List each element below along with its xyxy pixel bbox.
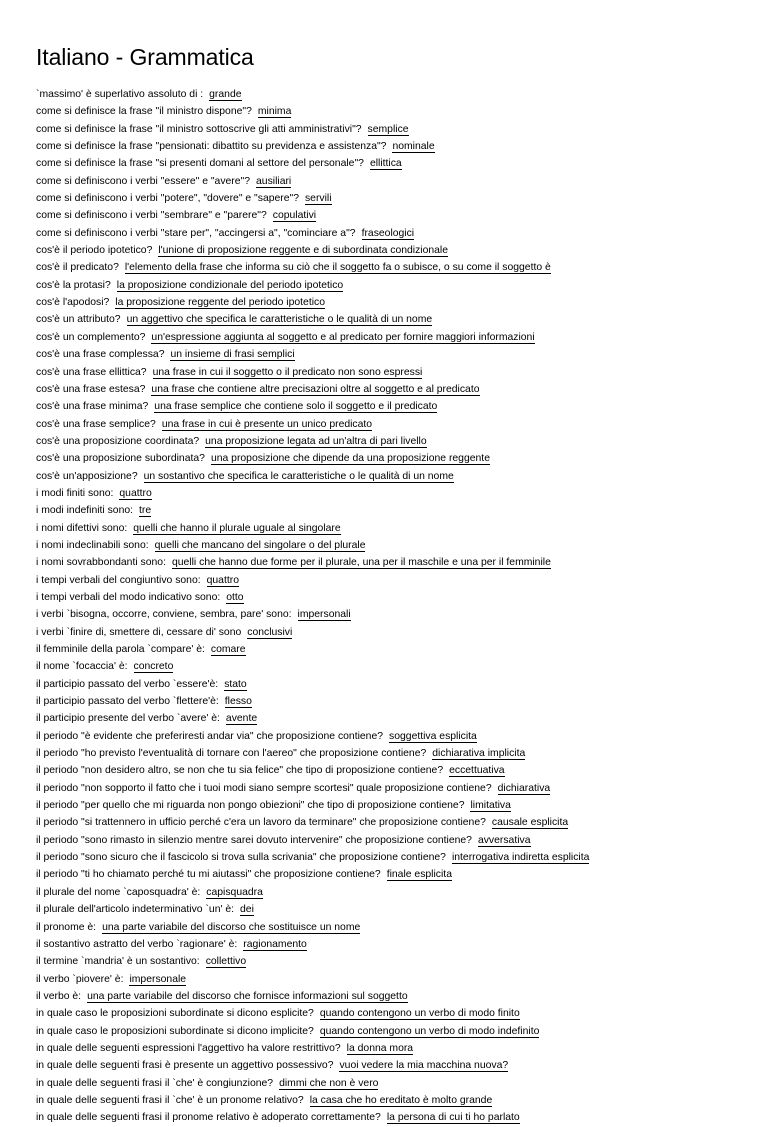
qa-row [36, 329, 752, 346]
qa-row [36, 884, 752, 901]
qa-row [36, 1075, 752, 1092]
answer-text: un'espressione aggiunta al soggetto e al predicato per fornire maggiori informazioni [151, 331, 535, 343]
answer-text: capisquadra [206, 886, 263, 898]
question-text: il verbo è: [36, 990, 82, 1002]
question-text: il periodo "sono rimasto in silenzio mentre sarei dovuto intervenire" che proposizione contiene? [36, 834, 472, 846]
answer-text: dichiarativa implicita [432, 748, 526, 760]
question-text: i modi finiti sono: [36, 487, 114, 499]
answer-text: dimmi che non è vero [279, 1077, 379, 1089]
qa-row [36, 589, 752, 606]
qa-row [36, 294, 752, 311]
qa-row [36, 485, 752, 502]
qa-row [36, 832, 752, 849]
qa-row [36, 693, 752, 710]
question-text: il periodo "per quello che mi riguarda non pongo obiezioni" che tipo di proposizione contiene? [36, 800, 465, 812]
qa-row [36, 190, 752, 207]
qa-row [36, 138, 752, 155]
question-text: cos'è un complemento? [36, 331, 146, 343]
qa-row [36, 1109, 752, 1126]
question-text: cos'è la protasi? [36, 279, 111, 291]
question-text: il verbo `piovere' è: [36, 973, 124, 985]
answer-text: comare [210, 644, 246, 655]
question-text: cos'è l'apodosi? [36, 297, 110, 309]
answer-text: avversativa [477, 834, 531, 846]
qa-row [36, 277, 752, 294]
qa-row [36, 676, 752, 693]
qa-row [36, 207, 752, 224]
qa-row [36, 849, 752, 866]
qa-row [36, 624, 752, 641]
qa-row [36, 346, 752, 363]
qa-row [36, 450, 752, 467]
answer-text: un aggettivo che specifica le caratteristiche o le qualità di un nome [126, 314, 433, 326]
question-text: come si definisce la frase "il ministro sottoscrive gli atti amministrativi"? [36, 123, 362, 135]
question-text: il femminile della parola `compare' è: [36, 644, 205, 655]
qa-row [36, 468, 752, 485]
qa-row [36, 364, 752, 381]
question-text: in quale delle seguenti frasi è presente un aggettivo possessivo? [36, 1060, 334, 1072]
qa-row [36, 1005, 752, 1022]
qa-row [36, 398, 752, 415]
question-text: i tempi verbali del congiuntivo sono: [36, 574, 201, 586]
qa-row [36, 381, 752, 398]
answer-text: ausiliari [256, 175, 292, 187]
qa-row [36, 86, 752, 103]
qa-row [36, 225, 752, 242]
question-text: in quale caso le proposizioni subordinate si dicono implicite? [36, 1025, 314, 1037]
question-text: il participio passato del verbo `flettere'è: [36, 696, 219, 708]
qa-row [36, 971, 752, 988]
answer-text: una frase in cui il soggetto o il predicato non sono espressi [152, 366, 423, 378]
qa-row [36, 953, 752, 970]
qa-row [36, 155, 752, 172]
answer-text: impersonale [129, 973, 187, 985]
answer-text: una frase semplice che contiene solo il soggetto e il predicato [154, 401, 438, 413]
question-text: cos'è il periodo ipotetico? [36, 245, 153, 257]
qa-row [36, 936, 752, 953]
answer-text: vuoi vedere la mia macchina nuova? [339, 1060, 509, 1072]
answer-text: un sostantivo che specifica le caratteristiche o le qualità di un nome [143, 470, 454, 482]
answer-text: la proposizione condizionale del periodo ipotetico [116, 279, 344, 291]
question-text: come si definisce la frase "il ministro dispone"? [36, 106, 252, 118]
answer-text: quelli che mancano del singolare o del plurale [154, 539, 366, 551]
qa-row [36, 1057, 752, 1074]
answer-text: dei [240, 904, 254, 916]
qa-row [36, 1023, 752, 1040]
qa-row [36, 173, 752, 190]
answer-text: la persona di cui ti ho parlato [386, 1112, 520, 1124]
qa-row [36, 797, 752, 814]
qa-row [36, 572, 752, 589]
qa-row [36, 658, 752, 675]
question-text: come si definisce la frase "si presenti domani al settore del personale"? [36, 158, 364, 170]
qa-row [36, 780, 752, 797]
question-text: il plurale del nome `caposquadra' è: [36, 886, 201, 898]
question-text: in quale delle seguenti frasi il `che' è un pronome relativo? [36, 1094, 304, 1106]
question-text: il pronome è: [36, 921, 97, 933]
question-text: il periodo "ho previsto l'eventualità di tornare con l'aereo" che proposizione contiene? [36, 748, 427, 760]
question-text: il participio presente del verbo `avere' è: [36, 713, 220, 725]
question-text: `massimo' è superlativo assoluto di : [36, 89, 204, 100]
answer-text: una parte variabile del discorso che sostituisce un nome [102, 921, 361, 933]
qa-row [36, 416, 752, 433]
answer-text: conclusivi [247, 626, 293, 638]
question-text: i tempi verbali del modo indicativo sono: [36, 591, 221, 603]
qa-row [36, 710, 752, 727]
question-text: il periodo "non desidero altro, se non che tu sia felice" che tipo di proposizione contiene? [36, 765, 444, 777]
answer-text: avente [225, 713, 258, 725]
question-text: i nomi indeclinabili sono: [36, 539, 149, 551]
answer-text: stato [224, 678, 247, 690]
question-text: come si definisce la frase "pensionati: dibattito su previdenza e assistenza"? [36, 141, 387, 153]
question-text: i verbi `finire di, smettere di, cessare di' sono [36, 626, 242, 638]
answer-text: dichiarativa [497, 782, 551, 794]
answer-text: la proposizione reggente del periodo ipotetico [115, 297, 325, 309]
question-text: cos'è un'apposizione? [36, 470, 138, 482]
qa-row [36, 103, 752, 120]
question-text: come si definiscono i verbi "stare per", "accingersi a", "cominciare a"? [36, 227, 356, 239]
qa-row [36, 901, 752, 918]
document-page [36, 42, 752, 1127]
question-text: in quale caso le proposizioni subordinate si dicono esplicite? [36, 1008, 314, 1020]
question-text: cos'è una proposizione coordinata? [36, 435, 200, 447]
answer-text: quelli che hanno il plurale uguale al singolare [133, 522, 341, 534]
qa-row [36, 537, 752, 554]
question-text: il sostantivo astratto del verbo `ragionare' è: [36, 938, 238, 950]
answer-text: concreto [133, 661, 174, 673]
question-text: i nomi sovrabbondanti sono: [36, 557, 166, 569]
qa-row [36, 606, 752, 623]
answer-text: nominale [392, 141, 435, 153]
qa-row [36, 1040, 752, 1057]
answer-text: una frase in cui è presente un unico predicato [161, 418, 373, 430]
question-text: i modi indefiniti sono: [36, 505, 134, 517]
answer-text: tre [139, 505, 152, 517]
qa-row [36, 259, 752, 276]
answer-text: una proposizione legata ad un'altra di pari livello [205, 435, 427, 447]
qa-row [36, 641, 752, 658]
answer-text: una parte variabile del discorso che fornisce informazioni sul soggetto [87, 990, 408, 1002]
qa-row [36, 814, 752, 831]
question-text: il nome `focaccia' è: [36, 661, 128, 673]
question-text: in quale delle seguenti frasi il `che' è congiunzione? [36, 1077, 274, 1089]
question-text: cos'è una frase ellittica? [36, 366, 147, 378]
answer-text: quattro [119, 487, 152, 499]
answer-text: quattro [206, 574, 239, 586]
qa-row [36, 433, 752, 450]
question-text: il termine `mandria' è un sostantivo: [36, 956, 200, 968]
answer-text: una proposizione che dipende da una proposizione reggente [210, 453, 490, 465]
answer-text: copulativi [272, 210, 317, 222]
question-text: cos'è una frase estesa? [36, 383, 146, 395]
qa-row [36, 502, 752, 519]
qa-row [36, 520, 752, 537]
qa-row [36, 728, 752, 745]
answer-text: impersonali [297, 609, 351, 621]
question-text: cos'è una frase complessa? [36, 349, 165, 361]
qa-row [36, 311, 752, 328]
answer-text: limitativa [470, 800, 511, 812]
answer-text: quando contengono un verbo di modo finito [319, 1008, 520, 1020]
answer-text: la donna mora [346, 1042, 414, 1054]
qa-list [36, 86, 752, 1127]
question-text: cos'è il predicato? [36, 262, 119, 274]
qa-row [36, 866, 752, 883]
question-text: il periodo "non sopporto il fatto che i tuoi modi siano sempre scortesi" quale proposizione contiene? [36, 782, 492, 794]
question-text: il participio passato del verbo `essere'è: [36, 678, 219, 690]
question-text: il plurale dell'articolo indeterminativo `un' è: [36, 904, 235, 916]
answer-text: eccettuativa [449, 765, 505, 777]
qa-row [36, 988, 752, 1005]
question-text: i verbi `bisogna, occorre, conviene, sembra, pare' sono: [36, 609, 292, 621]
question-text: come si definiscono i verbi "sembrare" e "parere"? [36, 210, 267, 222]
question-text: in quale delle seguenti espressioni l'aggettivo ha valore restrittivo? [36, 1042, 341, 1054]
qa-row [36, 919, 752, 936]
answer-text: l'unione di proposizione reggente e di subordinata condizionale [158, 245, 449, 257]
answer-text: interrogativa indiretta esplicita [451, 852, 590, 864]
answer-text: fraseologici [361, 227, 415, 239]
answer-text: finale esplicita [386, 869, 452, 881]
qa-row [36, 1092, 752, 1109]
question-text: il periodo "è evidente che preferiresti andar via" che proposizione contiene? [36, 730, 384, 742]
qa-row [36, 762, 752, 779]
question-text: cos'è una frase semplice? [36, 418, 156, 430]
qa-row [36, 121, 752, 138]
answer-text: quando contengono un verbo di modo indefinito [319, 1025, 540, 1037]
question-text: cos'è una proposizione subordinata? [36, 453, 205, 465]
qa-row [36, 554, 752, 571]
answer-text: ellittica [369, 158, 402, 170]
question-text: come si definiscono i verbi "essere" e "avere"? [36, 175, 251, 187]
answer-text: collettivo [205, 956, 247, 968]
answer-text: soggettiva esplicita [389, 730, 477, 742]
question-text: come si definiscono i verbi "potere", "dovere" e "sapere"? [36, 193, 299, 205]
answer-text: grande [209, 89, 242, 100]
qa-row [36, 242, 752, 259]
answer-text: minima [257, 106, 292, 118]
question-text: il periodo "sono sicuro che il fascicolo si trova sulla scrivania" che proposizione contiene? [36, 852, 446, 864]
answer-text: ragionamento [243, 938, 307, 950]
question-text: il periodo "si trattennero in ufficio perché c'era un lavoro da terminare" che proposizione contiene? [36, 817, 486, 829]
answer-text: quelli che hanno due forme per il plurale, una per il maschile e una per il femminile [171, 557, 551, 569]
question-text: cos'è una frase minima? [36, 401, 149, 413]
answer-text: servili [304, 193, 332, 205]
answer-text: la casa che ho ereditato è molto grande [309, 1094, 493, 1106]
question-text: il periodo "ti ho chiamato perché tu mi aiutassi" che proposizione contiene? [36, 869, 381, 881]
question-text: i nomi difettivi sono: [36, 522, 128, 534]
answer-text: flesso [224, 696, 252, 708]
answer-text: semplice [367, 123, 409, 135]
document-title: Italiano - Grammatica [36, 44, 254, 70]
question-text: cos'è un attributo? [36, 314, 121, 326]
qa-row [36, 745, 752, 762]
answer-text: otto [226, 591, 244, 603]
answer-text: causale esplicita [491, 817, 569, 829]
question-text: in quale delle seguenti frasi il pronome relativo è adoperato correttamente? [36, 1112, 381, 1124]
answer-text: l'elemento della frase che informa su ciò che il soggetto fa o subisce, o su come il soggetto è [124, 262, 551, 274]
answer-text: una frase che contiene altre precisazioni oltre al soggetto e al predicato [151, 383, 480, 395]
answer-text: un insieme di frasi semplici [170, 349, 295, 361]
